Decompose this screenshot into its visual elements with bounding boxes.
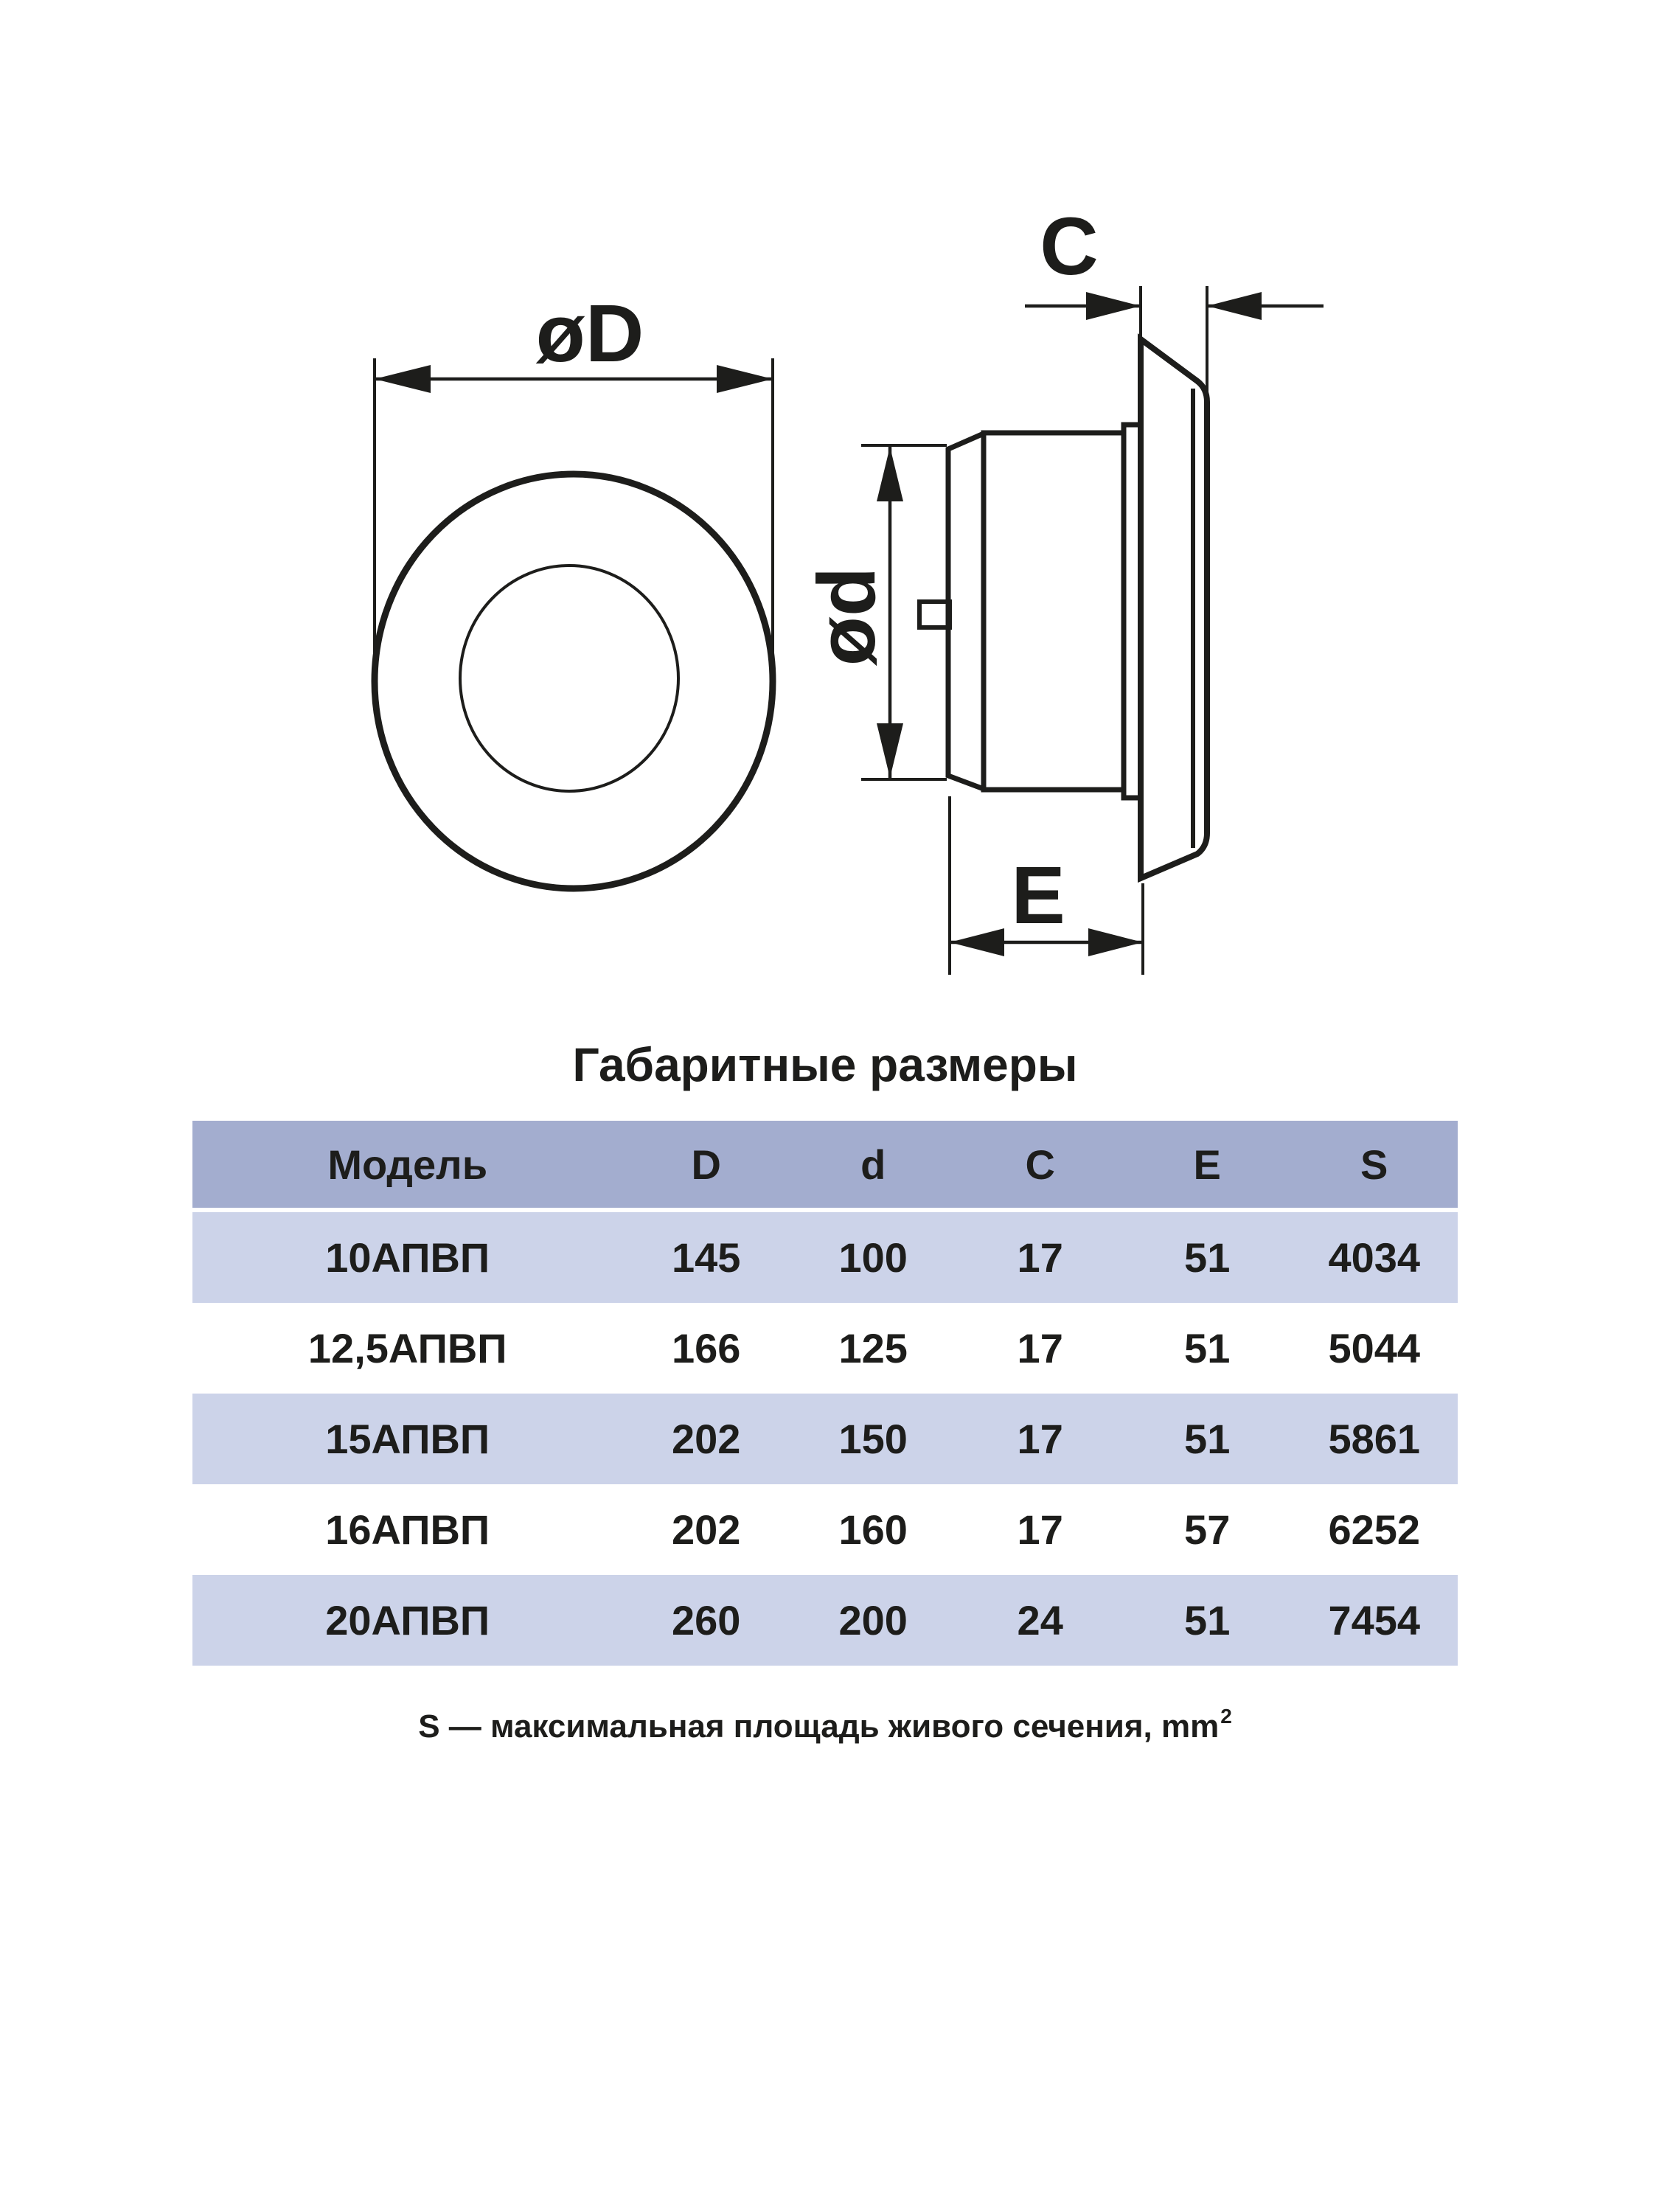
col-header-d: d xyxy=(790,1121,957,1210)
body-outline xyxy=(984,433,1124,790)
footnote: S — максимальная площадь живого сечения, mm 2 xyxy=(418,1705,1232,1745)
mounting-tab xyxy=(919,602,950,627)
col-header-model: Модель xyxy=(192,1121,622,1210)
oD-arrow-left xyxy=(375,365,431,393)
table-row xyxy=(192,1394,1458,1484)
cell-d: 160 xyxy=(790,1484,957,1575)
cell-D: 202 xyxy=(622,1394,790,1484)
table-row xyxy=(192,1210,1458,1303)
E-arrow-left xyxy=(950,928,1004,956)
footnote-text: S — максимальная площадь живого сечения, mm xyxy=(418,1708,1220,1745)
cell-S: 5861 xyxy=(1290,1394,1458,1484)
col-header-D: D xyxy=(622,1121,790,1210)
cell-d: 100 xyxy=(790,1210,957,1303)
table-header-row xyxy=(192,1121,1458,1210)
cell-E: 57 xyxy=(1124,1484,1291,1575)
cell-E: 51 xyxy=(1124,1394,1291,1484)
cell-model: 12,5АПВП xyxy=(192,1303,622,1394)
side-view xyxy=(801,201,1324,975)
cell-C: 17 xyxy=(956,1394,1124,1484)
dimensions-table xyxy=(192,1121,1458,1666)
cell-model: 16АПВП xyxy=(192,1484,622,1575)
cell-S: 4034 xyxy=(1290,1210,1458,1303)
cell-E: 51 xyxy=(1124,1303,1291,1394)
cell-S: 7454 xyxy=(1290,1575,1458,1666)
table-row xyxy=(192,1303,1458,1394)
E-arrow-right xyxy=(1088,928,1143,956)
E-label: E xyxy=(1011,850,1065,941)
oD-label: øD xyxy=(535,288,644,379)
cell-C: 17 xyxy=(956,1303,1124,1394)
page-title: Габаритные размеры xyxy=(572,1038,1078,1091)
C-label: C xyxy=(1040,201,1099,292)
duct-collar-outline xyxy=(948,434,984,789)
cell-D: 260 xyxy=(622,1575,790,1666)
cell-E: 51 xyxy=(1124,1210,1291,1303)
cell-E: 51 xyxy=(1124,1575,1291,1666)
C-arrow-right xyxy=(1207,292,1262,320)
oD-arrow-right xyxy=(717,365,773,393)
cell-S: 5044 xyxy=(1290,1303,1458,1394)
cell-d: 150 xyxy=(790,1394,957,1484)
col-header-E: E xyxy=(1124,1121,1291,1210)
col-header-S: S xyxy=(1290,1121,1458,1210)
cell-C: 24 xyxy=(956,1575,1124,1666)
table-row xyxy=(192,1575,1458,1666)
cell-D: 166 xyxy=(622,1303,790,1394)
cell-d: 200 xyxy=(790,1575,957,1666)
table-row xyxy=(192,1484,1458,1575)
cell-model: 15АПВП xyxy=(192,1394,622,1484)
od-arrow-bottom xyxy=(877,723,903,778)
cell-C: 17 xyxy=(956,1484,1124,1575)
dimension-drawing xyxy=(0,0,1659,1003)
cell-S: 6252 xyxy=(1290,1484,1458,1575)
C-arrow-left xyxy=(1086,292,1141,320)
od-arrow-top xyxy=(877,447,903,501)
outer-rim-circle xyxy=(375,474,773,888)
cell-D: 202 xyxy=(622,1484,790,1575)
cell-D: 145 xyxy=(622,1210,790,1303)
cell-d: 125 xyxy=(790,1303,957,1394)
flange-outline xyxy=(1141,339,1207,878)
cell-model: 20АПВП xyxy=(192,1575,622,1666)
cell-model: 10АПВП xyxy=(192,1210,622,1303)
od-label: ød xyxy=(801,566,892,667)
inner-disc-circle xyxy=(460,566,678,791)
cell-C: 17 xyxy=(956,1210,1124,1303)
col-header-C: C xyxy=(956,1121,1124,1210)
front-view xyxy=(375,288,773,888)
